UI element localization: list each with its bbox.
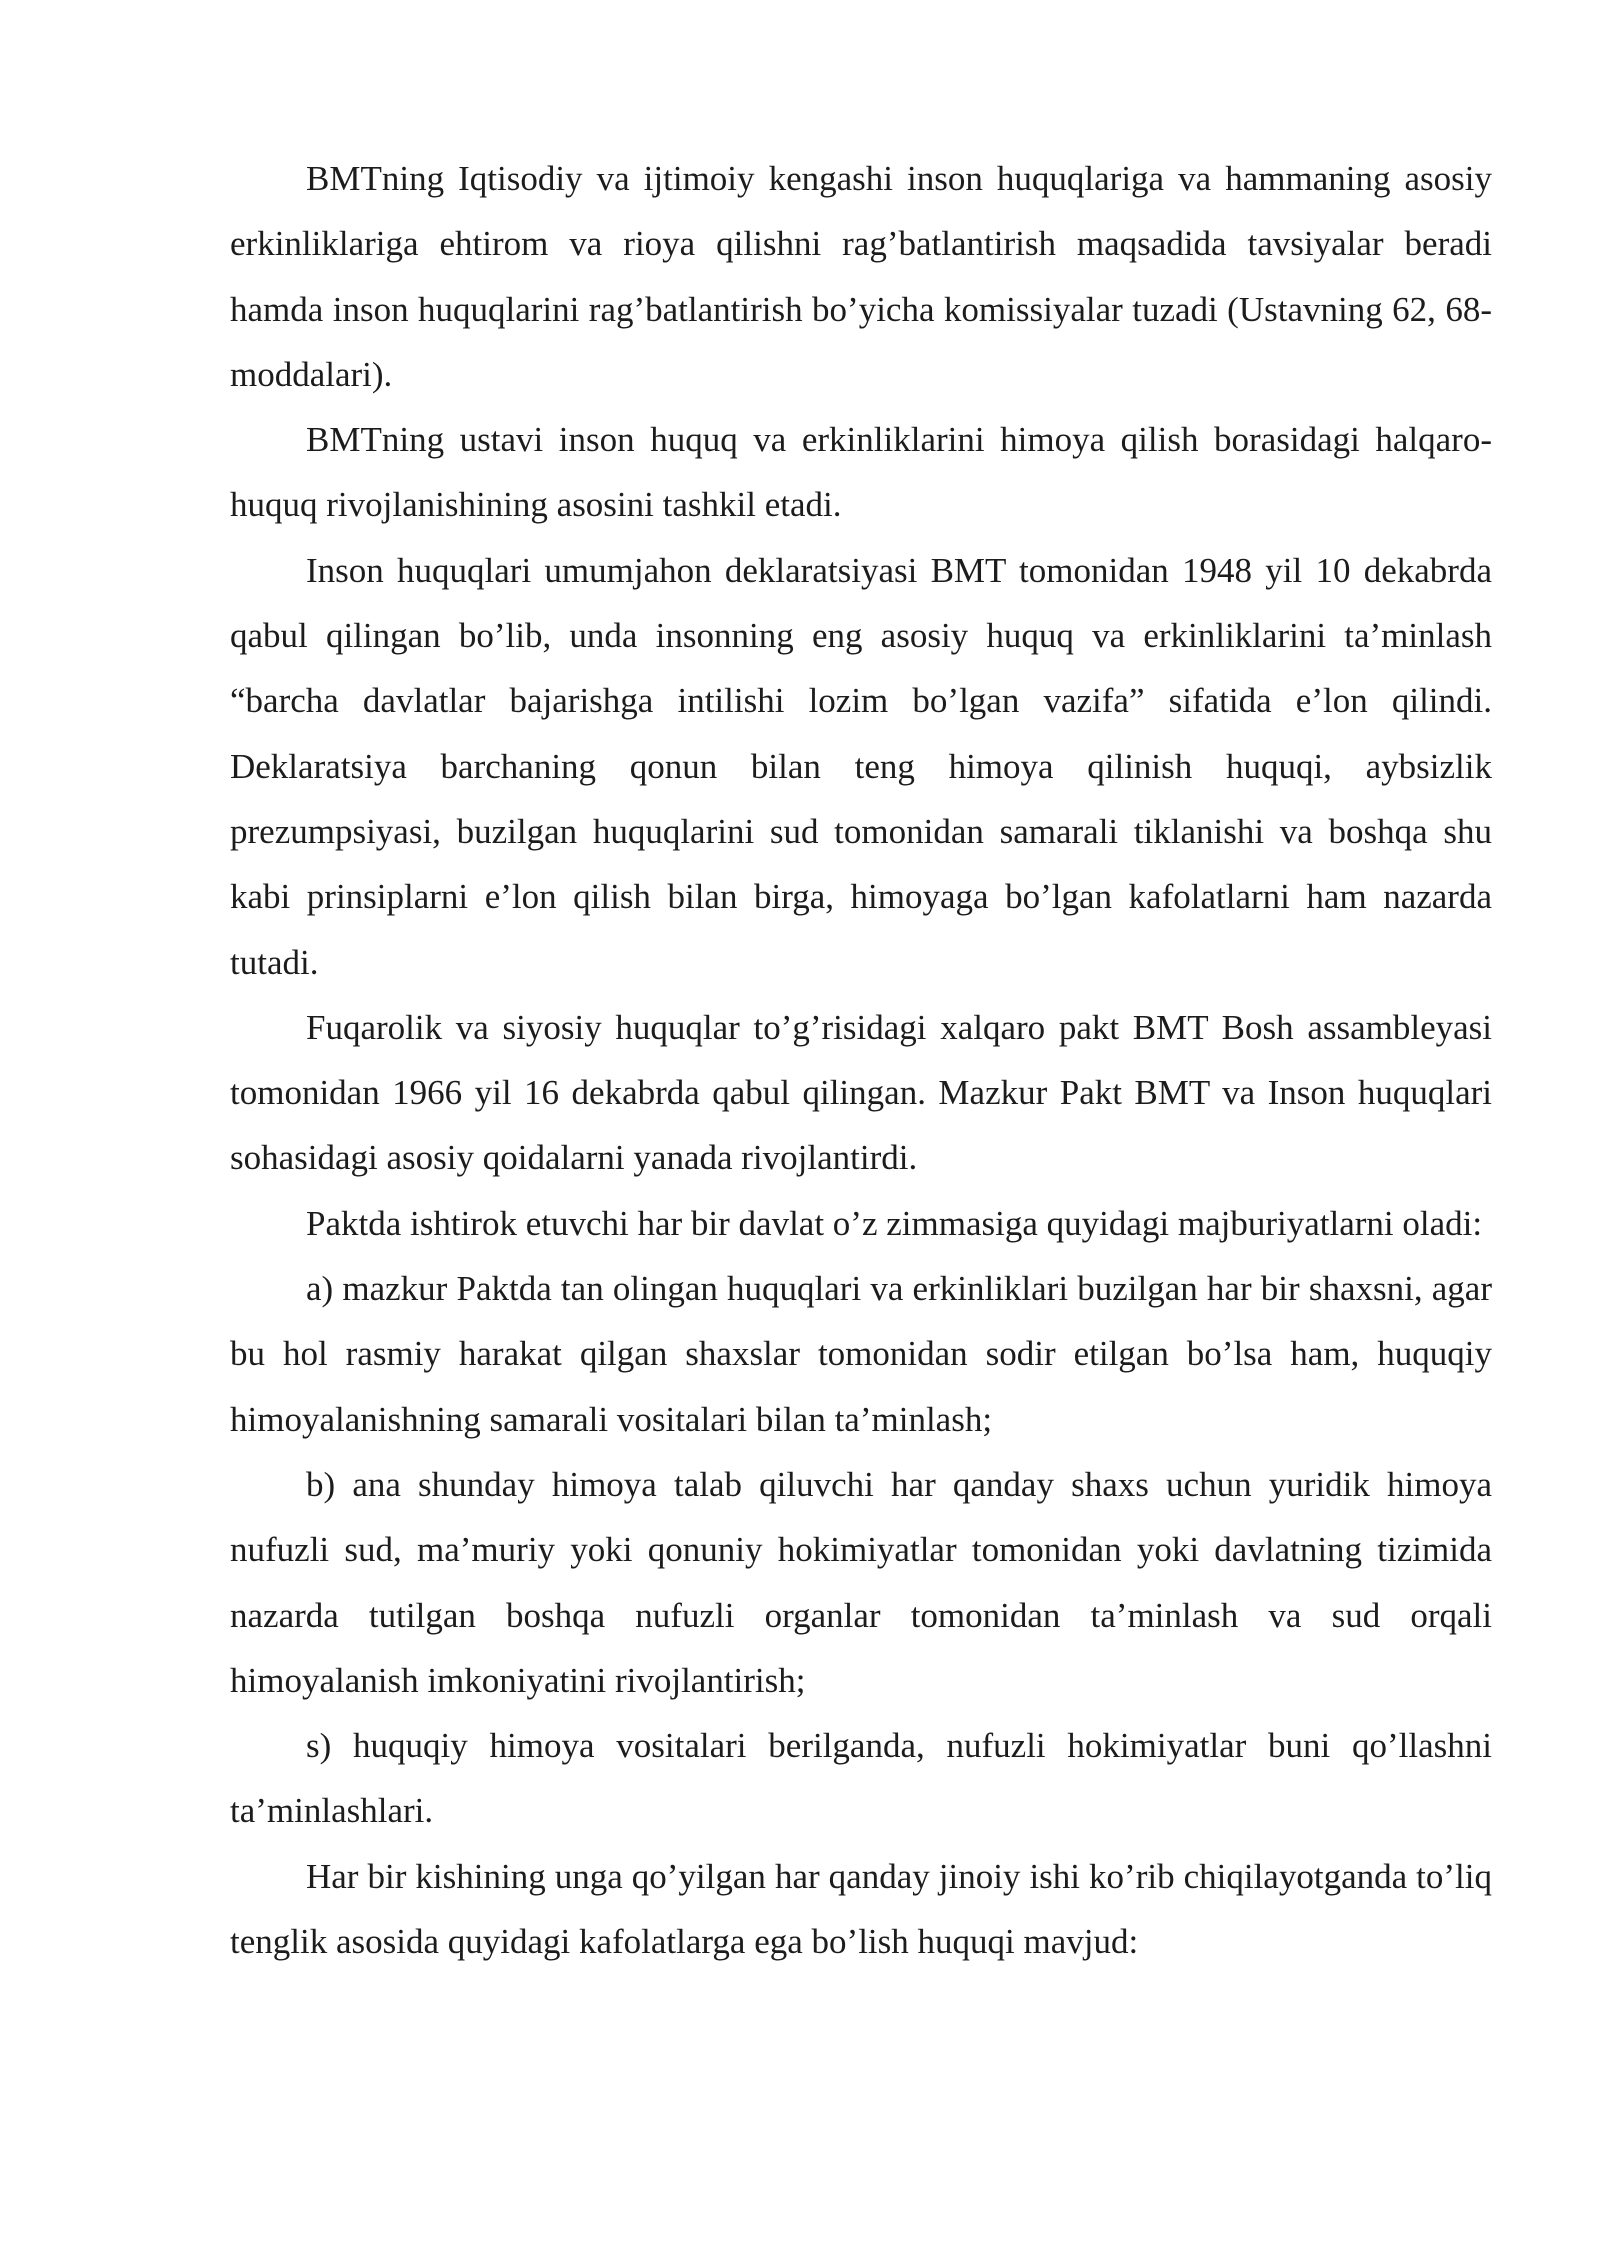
paragraph-guarantees: Har bir kishining unga qo’yilgan har qanday jinoiy ishi ko’rib chiqilayotganda to’liq tenglik asosida quyidagi kafolatlarga ega bo’lish huquqi mavjud: [230, 1856, 1492, 1962]
paragraph-udhr: Inson huquqlari umumjahon deklaratsiyasi BMT tomonidan 1948 yil 10 dekabrda qabul qilingan bo’lib, unda insonning eng asosiy huquq va erkinliklarini ta’minlash “barcha davlatlar bajarishga intilishi lozim bo’lgan vazifa” sifatida e’lon qilindi. Deklaratsiya barchaning qonun bilan teng himoya qilinish huquqi, aybsizlik prezumpsiyasi, buzilgan huquqlarini sud tomonidan samarali tiklanishi va boshqa shu kabi prinsiplarni e’lon qilish bilan birga, himoyaga bo’lgan kafolatlarni ham nazarda tutadi. [230, 550, 1492, 982]
paragraph-ecosoc: BMTning Iqtisodiy va ijtimoiy kengashi inson huquqlariga va hammaning asosiy erkinliklariga ehtirom va rioya qilishni rag’batlantirish maqsadida tavsiyalar beradi hamda inson huquqlarini rag’batlantirish bo’yicha komissiyalar tuzadi (Ustavning 62, 68-moddalari). [230, 159, 1492, 394]
list-item-b: b) ana shunday himoya talab qiluvchi har qanday shaxs uchun yuridik himoya nufuzli sud, ma’muriy yoki qonuniy hokimiyatlar tomonidan yoki davlatning tizimida nazarda tutilgan boshqa nufuzli organlar tomonidan ta’minlash va sud orqali himoyalanish imkoniyatini rivojlantirish; [230, 1464, 1492, 1700]
list-item-s: s) huquqiy himoya vositalari berilganda, nufuzli hokimiyatlar buni qo’llashni ta’minlashlari. [230, 1726, 1492, 1831]
list-item-a: a) mazkur Paktda tan olingan huquqlari va erkinliklari buzilgan har bir shaxsni, agar bu hol rasmiy harakat qilgan shaxslar tomonidan sodir etilgan bo’lsa ham, huquqiy himoyalanishning samarali vositalari bilan ta’minlash; [230, 1269, 1492, 1439]
paragraph-obligations-intro: Paktda ishtirok etuvchi har bir davlat o’z zimmasiga quyidagi majburiyatlarni oladi: [306, 1203, 1483, 1243]
paragraph-iccpr: Fuqarolik va siyosiy huquqlar to’g’risidagi xalqaro pakt BMT Bosh assambleyasi tomonidan 1966 yil 16 dekabrda qabul qilingan. Mazkur Pakt BMT va Inson huquqlari sohasidagi asosiy qoidalarni yanada rivojlantirdi. [230, 1007, 1492, 1178]
paragraph-un-charter: BMTning ustavi inson huquq va erkinliklarini himoya qilish borasidagi halqaro-huquq rivojlanishining asosini tashkil etadi. [230, 420, 1492, 525]
document-page [230, 146, 1492, 1974]
